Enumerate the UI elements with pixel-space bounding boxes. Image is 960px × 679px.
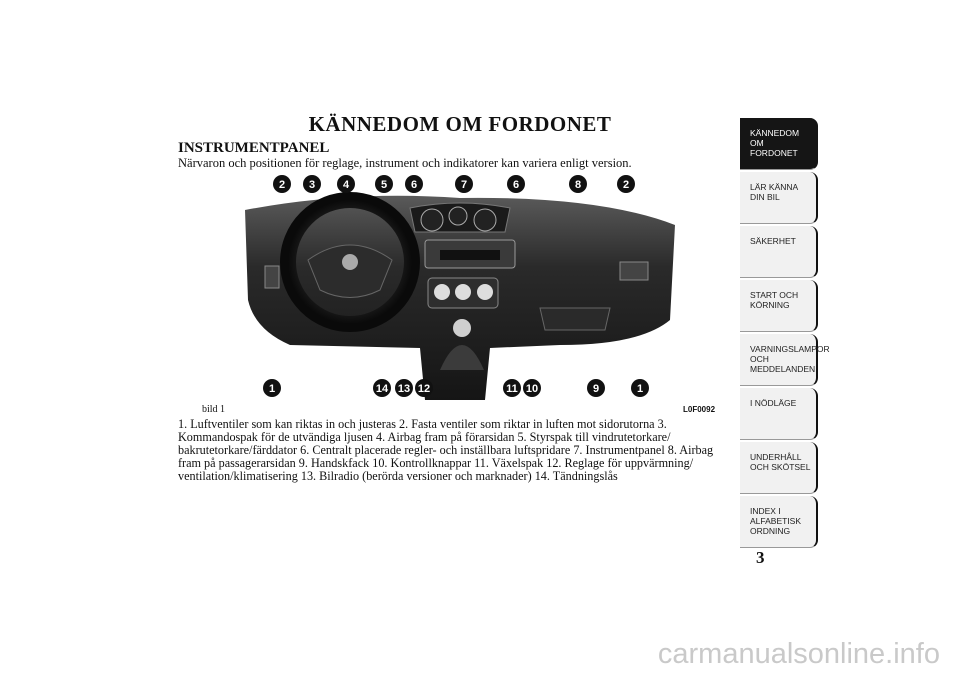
callout-bottom-number: 13	[397, 383, 411, 395]
chapter-tab[interactable]: SÄKERHET	[740, 226, 818, 278]
callout-bottom-number: 1	[268, 383, 276, 395]
chapter-tab[interactable]: LÄR KÄNNA DIN BIL	[740, 172, 818, 224]
figure-label: bild 1	[202, 404, 226, 415]
page-number: 3	[756, 548, 765, 567]
chapter-tabs	[740, 118, 830, 550]
chapter-tab[interactable]: VARNINGSLAMPOR OCH MEDDELANDEN	[740, 334, 818, 386]
chapter-tab[interactable]: INDEX I ALFABETISK ORDNING	[740, 496, 818, 548]
callout-top-number: 2	[622, 179, 630, 191]
chapter-title: KÄNNEDOM OM FORDONET	[308, 112, 612, 136]
chapter-tab[interactable]: START OCH KÖRNING	[740, 280, 818, 332]
callout-top-number: 7	[460, 179, 468, 191]
callout-bottom-number: 10	[525, 383, 539, 395]
chapter-tab[interactable]: KÄNNEDOM OM FORDONET	[740, 118, 818, 170]
chapter-tab[interactable]: UNDERHÅLL OCH SKÖTSEL	[740, 442, 818, 494]
callout-top-number: 8	[574, 179, 582, 191]
callout-bottom-number: 9	[592, 383, 600, 395]
callout-top-number: 2	[278, 179, 286, 191]
callout-top-number: 4	[342, 179, 350, 191]
dashboard-illustration	[200, 170, 720, 406]
intro-text: Närvaron och positionen för reglage, instrument och indikatorer kan variera enligt version.	[178, 156, 632, 170]
callout-top-number: 5	[380, 179, 388, 191]
figure-code: L0F0092	[683, 405, 716, 414]
figure-caption: 1. Luftventiler som kan riktas in och justeras 2. Fasta ventiler som riktar in luften mot sidorutorna 3. Kommandospak för de utvändiga ljusen 4. Airbag fram på förarsidan 5. Styrspak till vindrutetorkare/ bakrutetorkare/färddator 6. Centralt placerade regler- och inställbara luftspridare 7. Instrumentpanel 8. Airbag fram på passagerarsidan 9. Handskfack 10. Kontrollknappar 11. Växelspak 12. Reglage för uppvärmning/ ventilation/klimatisering 13. Bilradio (berörda versioner och marknader) 14. Tändningslås	[178, 417, 714, 483]
chapter-tab[interactable]: I NÖDLÄGE	[740, 388, 818, 440]
watermark: carmanualsonline.info	[657, 638, 940, 670]
callout-top-number: 6	[512, 179, 520, 191]
callout-bottom-number: 11	[506, 383, 518, 395]
callout-bottom-number: 14	[375, 383, 389, 395]
callout-top-number: 6	[410, 179, 418, 191]
callout-bottom-number: 1	[636, 383, 644, 395]
dashboard-figure	[200, 170, 720, 406]
section-title: INSTRUMENTPANEL	[178, 140, 330, 156]
callout-top-number: 3	[308, 179, 316, 191]
callout-bottom-number: 12	[417, 383, 431, 395]
